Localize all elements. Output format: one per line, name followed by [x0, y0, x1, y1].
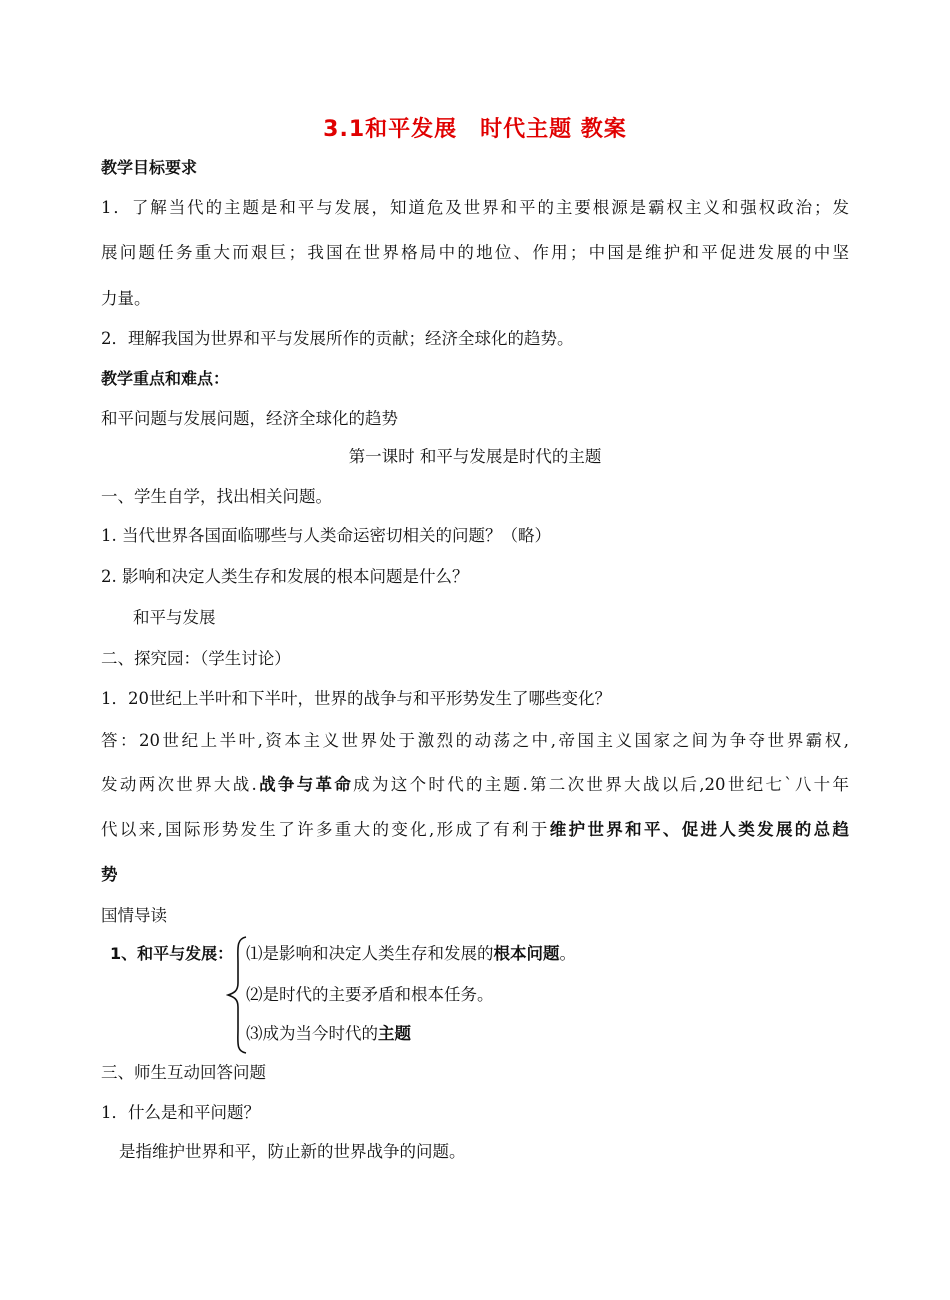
peace-development-label: 1、和平与发展：	[110, 944, 234, 963]
objective-1-line-1: 1．了解当代的主题是和平与发展，知道危及世界和平的主要根源是霸权主义和强权政治；发	[101, 198, 849, 217]
objective-1-line-3: 力量。	[101, 289, 151, 308]
brace-item-text: ⑴是影响和决定人类生存和发展的	[246, 944, 494, 963]
key-points-text: 和平问题与发展问题，经济全球化的趋势	[101, 409, 398, 428]
section-1-question-1: 1. 当代世界各国面临哪些与人类命运密切相关的问题？（略）	[101, 526, 551, 545]
document-title: 3.1和平发展 时代主题 教案	[323, 117, 627, 142]
section-2-heading: 二、探究园：（学生讨论）	[101, 649, 291, 668]
section-2-question-1: 1．20世纪上半叶和下半叶，世界的战争与和平形势发生了哪些变化？	[101, 689, 611, 708]
answer-text: 代以来,国际形势发生了许多重大的变化,形成了有利于	[101, 820, 550, 839]
answer-emphasis-trend: 维护世界和平、促进人类发展的总趋	[549, 820, 850, 839]
section-3-answer-1: 是指维护世界和平，防止新的世界战争的问题。	[119, 1142, 466, 1161]
answer-emphasis-war-revolution: 战争与革命	[256, 775, 354, 794]
brace-item-emphasis: 根本问题	[493, 944, 560, 963]
brace-item-2: ⑵是时代的主要矛盾和根本任务。	[246, 985, 494, 1004]
section-2-answer-line-4: 势	[101, 865, 118, 884]
brace-item-emphasis: 主题	[378, 1024, 411, 1043]
section-1-heading: 一、学生自学，找出相关问题。	[101, 487, 332, 506]
section-1-answer-2: 和平与发展	[133, 608, 216, 627]
section-2-answer-line-2	[101, 774, 849, 796]
section-3-heading: 三、师生互动回答问题	[101, 1063, 266, 1082]
section-3-question-1: 1．什么是和平问题？	[101, 1103, 260, 1122]
lesson-title: 第一课时 和平与发展是时代的主题	[348, 447, 602, 466]
answer-text: 成为这个时代的主题.第二次世界大战以后,20世纪七`八十年	[353, 775, 849, 794]
brace-item-3	[246, 1023, 411, 1045]
answer-text: 发动两次世界大战.	[101, 775, 257, 794]
brace-item-text: ⑶成为当今时代的	[246, 1024, 378, 1043]
objective-1-line-2: 展问题任务重大而艰巨；我国在世界格局中的地位、作用；中国是维护和平促进发展的中坚	[101, 243, 849, 262]
national-heading: 国情导读	[101, 906, 167, 925]
section-2-answer-line-1: 答：20世纪上半叶,资本主义世界处于激烈的动荡之中,帝国主义国家之间为争夺世界霸权,	[101, 731, 849, 750]
section-1-question-2: 2. 影响和决定人类生存和发展的根本问题是什么？	[101, 567, 469, 586]
key-points-heading: 教学重点和难点：	[101, 369, 230, 388]
brace-item-text: 。	[559, 944, 576, 963]
objective-2: 2．理解我国为世界和平与发展所作的贡献；经济全球化的趋势。	[101, 329, 574, 348]
section-2-answer-line-3	[101, 819, 849, 841]
brace-item-1	[246, 943, 576, 965]
objectives-heading: 教学目标要求	[101, 158, 198, 177]
